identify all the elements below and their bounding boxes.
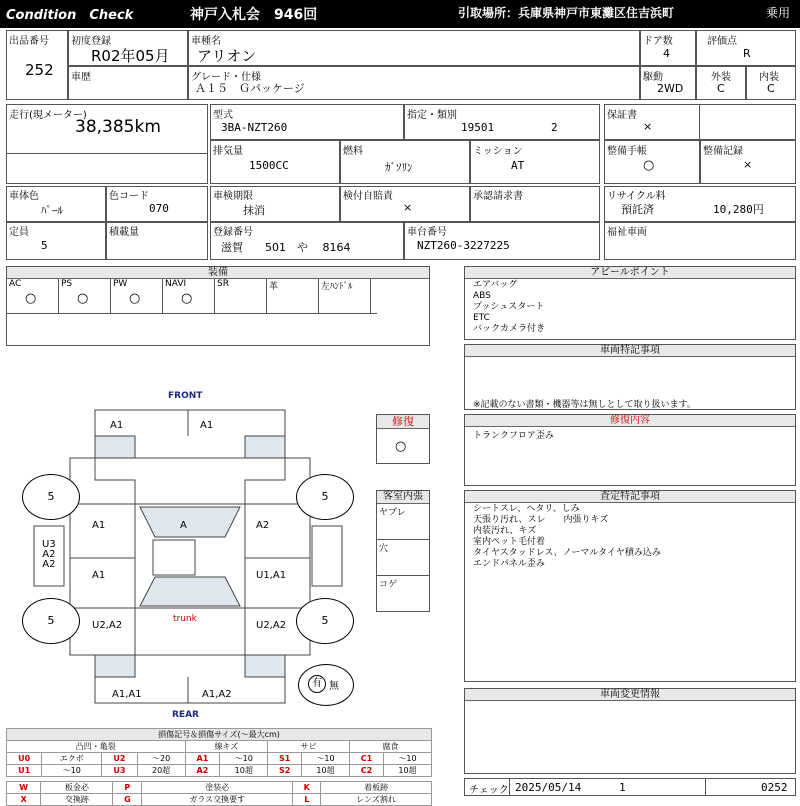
category-number: 2 [551, 121, 558, 134]
tire-front-right: 5 [296, 474, 354, 520]
chassis-cell [404, 222, 600, 260]
legend-cell: 10超 [220, 765, 268, 777]
exterior: C [717, 82, 725, 95]
reg-number-label: 登録番号 [213, 227, 253, 238]
model-label: 型式 [213, 110, 233, 121]
inspector-panel [464, 490, 796, 682]
legend-cell: U2 [102, 753, 137, 765]
legend-title: 損傷記号＆損傷サイズ(～最大cm) [7, 729, 432, 741]
pickup-location: 引取場所：兵庫県神戸市東灘区住吉浜町 [458, 6, 675, 20]
first-reg-cell [68, 30, 188, 66]
tire-rear-right: 5 [296, 598, 354, 644]
legend-cell: 交換跡 [41, 794, 113, 806]
grade: Ａ１５ Ｇパッケージ [195, 82, 305, 95]
interior: C [767, 82, 775, 95]
cabin-title: 客室内張 [377, 491, 429, 504]
inspector-title: 査定特記事項 [465, 491, 795, 503]
right-door-damage: U1,A1 [256, 570, 287, 581]
equipment-value: ○ [129, 291, 141, 306]
note-line: タイヤスタッドレス、ノーマルタイヤ積み込み [473, 548, 661, 558]
car-diagram [0, 380, 376, 725]
color-code-cell [106, 186, 208, 222]
legend-cell: ～10 [42, 765, 102, 777]
check-label: チェック [469, 785, 509, 796]
mission-cell [470, 140, 600, 184]
model: 3BA-NZT260 [221, 121, 288, 134]
lot-number-label: 出品番号 [9, 36, 49, 47]
displacement-cell [210, 140, 340, 184]
legend-cell: A1 [185, 753, 220, 765]
equipment-value: ○ [77, 291, 89, 306]
footer-bar [464, 778, 796, 796]
capacity-cell [6, 222, 106, 260]
special-title: 車両特記事項 [465, 345, 795, 357]
legend-cell: X [7, 794, 41, 806]
color-cell [6, 186, 106, 222]
appeal-list [473, 280, 545, 335]
legend-cell: G [113, 794, 142, 806]
first-reg: R02年05月 [91, 47, 170, 65]
interior-label: 内装 [759, 72, 779, 83]
legend-cell: U0 [7, 753, 42, 765]
cabin-hole: 穴 [379, 544, 389, 554]
history-cell [68, 66, 188, 100]
repair-box [376, 414, 430, 464]
fuel-label: 燃料 [343, 146, 363, 157]
chassis-label: 車台番号 [407, 227, 447, 238]
legend-group-dent: 凸凹・亀裂 [7, 741, 186, 753]
record-cell [700, 140, 796, 184]
manual: ○ [643, 158, 655, 173]
left-quarter-damage: U2,A2 [92, 620, 123, 631]
inspection-cell [210, 186, 340, 222]
approval-cell [470, 186, 600, 222]
color-code: 070 [149, 202, 169, 215]
legend-group-corrosion: 腐食 [349, 741, 431, 753]
repair-value: ○ [395, 439, 407, 454]
legend-cell: ガラス交換要す [142, 794, 293, 806]
dashcam-cell [340, 186, 470, 222]
approval-label: 承認請求書 [473, 191, 523, 202]
note-line: ABS [473, 291, 491, 301]
lot-number: 252 [25, 61, 54, 79]
legend-cell: K [293, 782, 321, 794]
front-label: FRONT [168, 391, 203, 401]
load-cell [106, 222, 208, 260]
reg-number-cell [210, 222, 404, 260]
record-label: 整備記録 [703, 146, 743, 157]
rear-right-damage: A1,A2 [202, 689, 232, 700]
left-door-damage: A1 [92, 570, 106, 581]
legend-cell: エクボ [42, 753, 102, 765]
model-cell [210, 104, 404, 140]
equipment-item [111, 279, 163, 313]
welfare-cell [604, 222, 796, 260]
inspector-list [473, 504, 661, 570]
inspection-label: 車検期限 [213, 191, 253, 202]
equipment-label: AC [9, 279, 22, 289]
legend-cell: ～20 [137, 753, 185, 765]
cabin-tear: ヤブレ [379, 508, 406, 518]
note-line: プッシュスタート [473, 302, 545, 312]
appeal-title: アピールポイント [465, 267, 795, 279]
car-name-label: 車種名 [191, 36, 221, 47]
note-line: エンドパネル歪み [473, 559, 545, 569]
cabin-box [376, 490, 430, 612]
legend-group-rust: サビ [268, 741, 350, 753]
right-quarter-damage: U2,A2 [256, 620, 287, 631]
exterior-cell [696, 66, 746, 100]
welfare-label: 福祉車両 [607, 227, 647, 238]
right-fender-damage: A2 [256, 520, 270, 531]
legend-cell: ～10 [220, 753, 268, 765]
equipment-item [59, 279, 111, 313]
legend-row-3 [7, 782, 432, 794]
drive: 2WD [657, 82, 684, 95]
lot-number-cell [6, 30, 68, 100]
displacement-label: 排気量 [213, 146, 243, 157]
color-code-label: 色コード [109, 191, 149, 202]
legend-cell: ～10 [302, 753, 350, 765]
legend-cell: L [293, 794, 321, 806]
equipment-item [267, 279, 319, 313]
spare-tire [298, 664, 354, 706]
legend-cell: W [7, 782, 41, 794]
reg-number: 滋賀 501 や 8164 [221, 241, 351, 254]
cabin-burn: コゲ [379, 580, 398, 590]
inspection: 抹消 [243, 204, 265, 217]
header-bar [0, 0, 800, 28]
manual-cell [604, 140, 700, 184]
legend-group-scratch: 線キズ [185, 741, 268, 753]
recycle-fee: 10,280円 [713, 203, 764, 216]
interior-cell [746, 66, 796, 100]
designation-cell [404, 104, 600, 140]
change-title: 車両変更情報 [465, 689, 795, 701]
mileage-label: 走行(現メーター) [9, 110, 87, 121]
legend-cell: 10超 [383, 765, 431, 777]
designation: 19501 [461, 121, 495, 134]
equipment-item [163, 279, 215, 313]
legend-cell: 着板跡 [321, 782, 432, 794]
legend-cell: 塗装必 [142, 782, 293, 794]
capacity: 5 [41, 239, 48, 252]
check-number: 1 [619, 781, 626, 794]
legend-cell: 板金必 [41, 782, 113, 794]
chassis: NZT260-3227225 [417, 239, 510, 252]
equipment-label: PW [113, 279, 128, 289]
change-panel [464, 688, 796, 774]
legend-row-1 [7, 753, 432, 765]
doors: 4 [663, 47, 670, 60]
spare-no: 無 [329, 681, 339, 692]
mission-label: ミッション [473, 146, 523, 157]
legend-cell: S1 [268, 753, 302, 765]
note-line: エアバッグ [473, 280, 518, 290]
front-right-damage: A1 [200, 420, 214, 431]
equipment-row [7, 279, 429, 313]
legend-cell: C1 [349, 753, 383, 765]
equipment-label: NAVI [165, 279, 187, 289]
legend-cell: A2 [185, 765, 220, 777]
equipment-value: ○ [25, 291, 37, 306]
doors-label: ドア数 [643, 36, 673, 47]
front-left-damage: A1 [110, 420, 124, 431]
check-date: 2025/05/14 [515, 781, 582, 794]
equipment-item [7, 279, 59, 313]
equipment-label: PS [61, 279, 73, 289]
legend-row-2 [7, 765, 432, 777]
note-line: シートスレ、ヘタリ、しみ [473, 504, 580, 514]
load-label: 積載量 [109, 227, 139, 238]
note-line: 室内ペット毛付着 [473, 537, 546, 547]
warranty-cell [604, 104, 796, 140]
note-line: バックカメラ付き [473, 324, 546, 334]
vehicle-category: 乗用 [766, 6, 791, 20]
left-fender-damage: A1 [92, 520, 106, 531]
rear-left-damage: A1,A1 [112, 689, 142, 700]
color: ﾊﾟｰﾙ [41, 204, 63, 217]
recycle-cell [604, 186, 796, 222]
legend-cell: ～10 [383, 753, 431, 765]
mileage: 38,385km [75, 117, 161, 137]
fuel-cell [340, 140, 470, 184]
fuel: ｶﾞｿﾘﾝ [385, 161, 413, 174]
car-name: アリオン [197, 47, 257, 65]
legend-cell: 10超 [302, 765, 350, 777]
rear-label: REAR [172, 710, 199, 720]
legend-cell: U3 [102, 765, 137, 777]
sheet-title: Condition Check [6, 8, 134, 23]
note-line: 内装汚れ、キズ [473, 526, 537, 536]
drive-cell [640, 66, 696, 100]
exterior-label: 外装 [711, 72, 731, 83]
drive-label: 駆動 [643, 72, 663, 83]
record: × [743, 158, 753, 171]
trunk-label: trunk [173, 614, 197, 624]
designation-label: 指定・類別 [407, 110, 457, 121]
color-label: 車体色 [9, 191, 39, 202]
car-name-cell [188, 30, 640, 66]
spare-yes: 有 [308, 675, 326, 693]
mission: AT [511, 159, 525, 172]
score: R [743, 47, 751, 60]
equipment-label: SR [217, 279, 229, 289]
note-line: 天張り汚れ、スレ 内張りキズ [473, 515, 609, 525]
equipment-label: 革 [269, 282, 279, 292]
equipment-label: 左ﾊﾝﾄﾞﾙ [321, 282, 353, 292]
score-label: 評価点 [707, 36, 737, 47]
legend-cell: U1 [7, 765, 42, 777]
auction-name: 神戸入札会 946回 [190, 7, 318, 23]
warranty-label: 保証書 [607, 110, 637, 121]
recycle-label: リサイクル料 [607, 191, 666, 202]
capacity-label: 定員 [9, 227, 29, 238]
warranty: × [643, 120, 653, 133]
left-side-damage: U3 A2 A2 [42, 539, 56, 570]
recycle-status: 預託済 [621, 203, 654, 216]
tire-front-left: 5 [22, 474, 80, 520]
dashcam: × [403, 201, 413, 214]
appeal-panel [464, 266, 796, 340]
repair-label: 修復 [377, 415, 429, 429]
equipment-value: ○ [181, 291, 193, 306]
manual-label: 整備手帳 [607, 146, 647, 157]
legend-cell: C2 [349, 765, 383, 777]
grade-label: グレード・仕様 [191, 72, 261, 83]
hood-damage: A [180, 520, 187, 531]
equipment-item [319, 279, 371, 313]
legend-cell: 20超 [137, 765, 185, 777]
equipment-item [215, 279, 267, 313]
repair-content-panel [464, 414, 796, 486]
legend-cell: P [113, 782, 142, 794]
score-cell [696, 30, 796, 66]
repair-content-title: 修復内容 [465, 415, 795, 427]
special-note: ※記載のない書類・機器等は無しとして取り扱います。 [473, 400, 696, 410]
doors-cell [640, 30, 696, 66]
equipment-panel [6, 266, 430, 346]
grade-cell [188, 66, 640, 100]
equipment-title: 装備 [7, 267, 429, 279]
dashcam-label: 検付自賠責 [343, 191, 393, 202]
damage-legend [6, 728, 432, 806]
repair-content: トランクフロア歪み [473, 431, 554, 441]
displacement: 1500CC [249, 159, 289, 172]
note-line: ETC [473, 313, 490, 323]
history-label: 車歴 [71, 72, 91, 83]
mileage-cell [6, 104, 208, 184]
special-panel [464, 344, 796, 410]
first-reg-label: 初度登録 [71, 36, 111, 47]
tire-rear-left: 5 [22, 598, 80, 644]
footer-lot: 0252 [761, 781, 788, 794]
legend-cell: レンズ割れ [321, 794, 432, 806]
legend-cell: S2 [268, 765, 302, 777]
